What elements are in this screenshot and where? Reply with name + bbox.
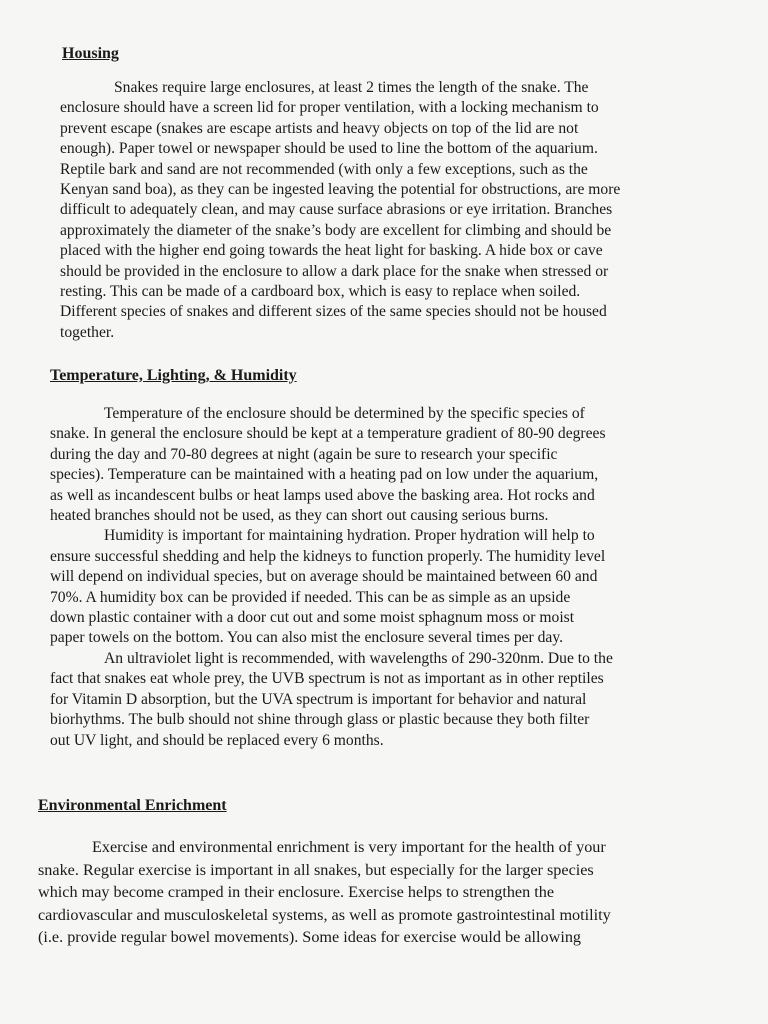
text-line: snake. Regular exercise is important in all snakes, but especially for the larger species [38,860,594,879]
text-line: down plastic container with a door cut out and some moist sphagnum moss or moist [50,609,575,627]
text-line: Different species of snakes and different sizes of the same species should not be housed [60,303,607,321]
text-line: resting. This can be made of a cardboard box, which is easy to replace when soiled. [60,283,581,301]
text-line: placed with the higher end going towards the heat light for basking. A hide box or cave [60,242,603,260]
text-line: ensure successful shedding and help the kidneys to function properly. The humidity level [50,547,606,565]
text-line: paper towels on the bottom. You can also mist the enclosure several times per day. [50,629,564,647]
text-line: Humidity is important for maintaining hydration. Proper hydration will help to [104,527,595,545]
paragraph [38,836,718,949]
text-line: Temperature of the enclosure should be determined by the specific species of [104,405,585,422]
text-line: fact that snakes eat whole prey, the UVB spectrum is not as important as in other reptiles [50,670,604,688]
text-line: for Vitamin D absorption, but the UVA spectrum is important for behavior and natural [50,690,587,708]
text-line: enclosure should have a screen lid for proper ventilation, with a locking mechanism to [60,99,599,117]
section-temperature-lighting-humidity [50,366,720,751]
text-line: biorhythms. The bulb should not shine through glass or plastic because they both filter [50,711,590,729]
text-line: will depend on individual species, but on average should be maintained between 60 and [50,568,598,586]
section-heading: Environmental Enrichment [38,797,227,814]
text-line: heated branches should not be used, as they can short out causing serious burns. [50,507,549,525]
text-line: out UV light, and should be replaced every 6 months. [50,731,384,749]
text-line: as well as incandescent bulbs or heat lamps used above the basking area. Hot rocks and [50,486,595,504]
section-environmental-enrichment [38,796,718,949]
text-line: Snakes require large enclosures, at least 2 times the length of the snake. The [114,79,589,96]
text-line: cardiovascular and musculoskeletal systems, as well as promote gastrointestinal motility [38,905,611,924]
paragraph [50,649,720,751]
text-line: prevent escape (snakes are escape artists and heavy objects on top of the lid are not [60,119,579,137]
paragraph [60,78,710,343]
text-line: Reptile bark and sand are not recommended (with only a few exceptions, such as the [60,160,588,178]
section-heading: Temperature, Lighting, & Humidity [50,367,297,384]
text-line: together. [60,323,115,341]
text-line: Exercise and environmental enrichment is very important for the health of your [92,838,606,856]
text-line: which may become cramped in their enclosure. Exercise helps to strengthen the [38,883,555,902]
text-line: species). Temperature can be maintained with a heating pad on low under the aquarium, [50,466,599,484]
text-line: difficult to adequately clean, and may cause surface abrasions or eye irritation. Branches [60,201,613,219]
section-heading: Housing [62,45,119,62]
text-line: An ultraviolet light is recommended, with wavelengths of 290-320nm. Due to the [104,649,613,667]
text-line: Kenyan sand boa), as they can be ingested leaving the potential for obstructions, are more [60,181,621,199]
section-housing [60,44,710,343]
text-line: snake. In general the enclosure should be kept at a temperature gradient of 80-90 degrees [50,425,606,443]
text-line: during the day and 70-80 degrees at night (again be sure to research your specific [50,445,558,463]
paragraph [50,404,720,526]
text-line: (i.e. provide regular bowel movements). Some ideas for exercise would be allowing [38,928,582,947]
paragraph [50,526,720,648]
text-line: should be provided in the enclosure to allow a dark place for the snake when stressed or [60,262,609,280]
text-line: 70%. A humidity box can be provided if needed. This can be as simple as an upside [50,588,571,606]
text-line: approximately the diameter of the snake’s body are excellent for climbing and should be [60,221,612,239]
text-line: enough). Paper towel or newspaper should be used to line the bottom of the aquarium. [60,140,598,158]
